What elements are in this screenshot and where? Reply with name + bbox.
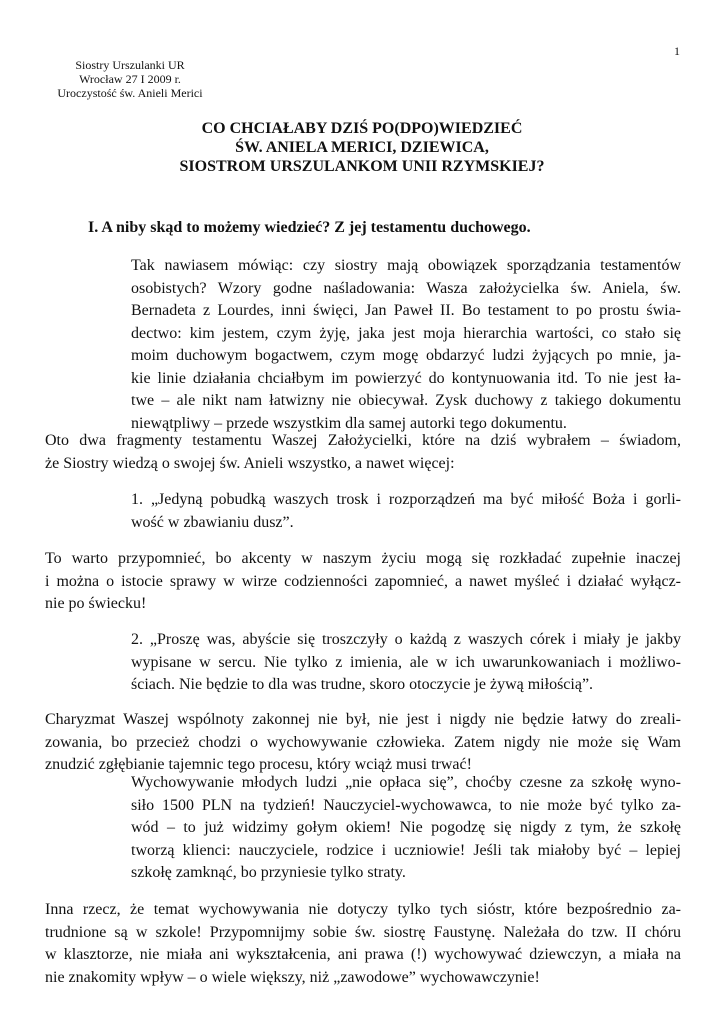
paragraph-intro-fragments	[45, 430, 681, 475]
meta-line-occasion: Uroczystość św. Anieli Merici	[57, 86, 203, 100]
paragraph-education-cost	[131, 772, 681, 885]
text-line: że Siostry wiedzą o swojej św. Anieli wszystko, a nawet więcej:	[45, 454, 455, 472]
text-line: ściach. Nie będzie to dla was trudne, skoro otoczycie je żywą miłością”.	[131, 676, 594, 693]
document-meta	[30, 58, 230, 100]
text-line: 1. „Jedyną pobudką waszych trosk i rozporządzeń ma być miłość Boża i gorli-	[131, 491, 681, 508]
text-line: wypisane w sercu. Nie tylko z imienia, ale w ich uwarunkowaniach i możliwo-	[131, 653, 681, 671]
page-number: 1	[674, 44, 680, 58]
text-line: nie znakomity wpływ – o wiele większy, niż „zawodowe” wychowawczynie!	[45, 968, 540, 986]
title-line: ŚW. ANIELA MERICI, DZIEWICA,	[235, 139, 489, 156]
paragraph-faustyna	[45, 899, 681, 989]
text-line: osobistych? Wzory godne naśladowania: Wasza założycielka św. Aniela, św.	[131, 279, 681, 297]
text-line: zowania, bo przecież chodzi o wychowywanie człowieka. Zatem nigdy nie może się Wam	[45, 733, 681, 751]
text-line: Charyzmat Waszej wspólnoty zakonnej nie był, nie jest i nigdy nie będzie łatwy do zreali-	[45, 711, 681, 728]
quote-fragment-two	[131, 629, 681, 697]
meta-line-author: Siostry Urszulanki UR	[75, 58, 185, 72]
section-heading: I. A niby skąd to możemy wiedzieć? Z jej testamentu duchowego.	[88, 219, 531, 236]
text-line: wód – to już widzimy gołym okiem! Nie pogodzę się nigdy z tym, że szkołę	[131, 819, 681, 836]
quote-fragment-one	[131, 489, 681, 534]
text-line: niewątpliwy – przede wszystkim dla samej autorki tego dokumentu.	[131, 414, 567, 432]
text-line: i można o istocie sprawy w wirze codzienności zapomnieć, a nawet myśleć i działać wyłącz-	[45, 572, 681, 590]
text-line: Tak nawiasem mówiąc: czy siostry mają obowiązek sporządzania testamentów	[131, 257, 681, 274]
text-line: znudzić zgłębianie tajemnic tego procesu, który wciąż musi trwać!	[45, 756, 472, 773]
text-line: twe – ale nikt nam łatwizny nie obiecywał. Zysk duchowy z takiego dokumentu	[131, 392, 681, 409]
title-line: SIOSTROM URSZULANKOM UNII RZYMSKIEJ?	[179, 158, 545, 175]
text-line: tworzą klienci: nauczyciele, rodzice i uczniowie! Jeśli tak miałoby być – lepiej	[131, 841, 681, 859]
text-line: kie linie działania chciałbym im powierzyć do kontynuowania itd. To nie jest ła-	[131, 369, 681, 387]
text-line: Inna rzecz, że temat wychowywania nie dotyczy tylko tych sióstr, które bezpośrednio za-	[45, 901, 681, 918]
text-line: 2. „Proszę was, abyście się troszczyły o każdą z waszych córek i miały je jakby	[131, 631, 681, 648]
title-line: CO CHCIAŁABY DZIŚ PO(DPO)WIEDZIEĆ	[201, 120, 523, 137]
text-line: To warto przypomnieć, bo akcenty w naszym życiu mogą się rozkładać zupełnie inaczej	[45, 550, 681, 567]
text-line: dectwo: kim jestem, czym żyję, jaka jest moja hierarchia wartości, co stało się	[131, 324, 681, 342]
paragraph-charism	[45, 709, 681, 777]
document-title	[0, 119, 724, 176]
paragraph-testament-note	[131, 255, 681, 435]
text-line: w klasztorze, nie miała ani wykształcenia, ani prawa (!) wychowywać dziewczyn, a miała na	[45, 946, 681, 963]
text-line: trudnione są w szkole! Przypomnijmy sobie św. siostrę Faustynę. Należała do tzw. II chóru	[45, 923, 681, 941]
paragraph-accents	[45, 548, 681, 616]
text-line: szkołę zamknąć, bo przyniesie tylko straty.	[131, 864, 406, 881]
text-line: Oto dwa fragmenty testamentu Waszej Założycielki, które na dziś wybrałem – świadom,	[45, 432, 681, 449]
text-line: Wychowywanie młodych ludzi „nie opłaca się”, choćby czesne za szkołę wyno-	[131, 774, 681, 791]
meta-line-date: Wrocław 27 I 2009 r.	[79, 72, 181, 86]
text-line: moim duchowym bogactwem, czym mogę obdarzyć ludzi żyjących po mnie, ja-	[131, 347, 681, 364]
text-line: Bernadeta z Lourdes, inni święci, Jan Paweł II. Bo testament to po prostu świa-	[131, 302, 681, 319]
text-line: siło 1500 PLN na tydzień! Nauczyciel-wychowawca, to nie może być tylko za-	[131, 796, 681, 814]
text-line: nie po świecku!	[45, 595, 147, 612]
text-line: wość w zbawianiu dusz”.	[131, 513, 294, 531]
